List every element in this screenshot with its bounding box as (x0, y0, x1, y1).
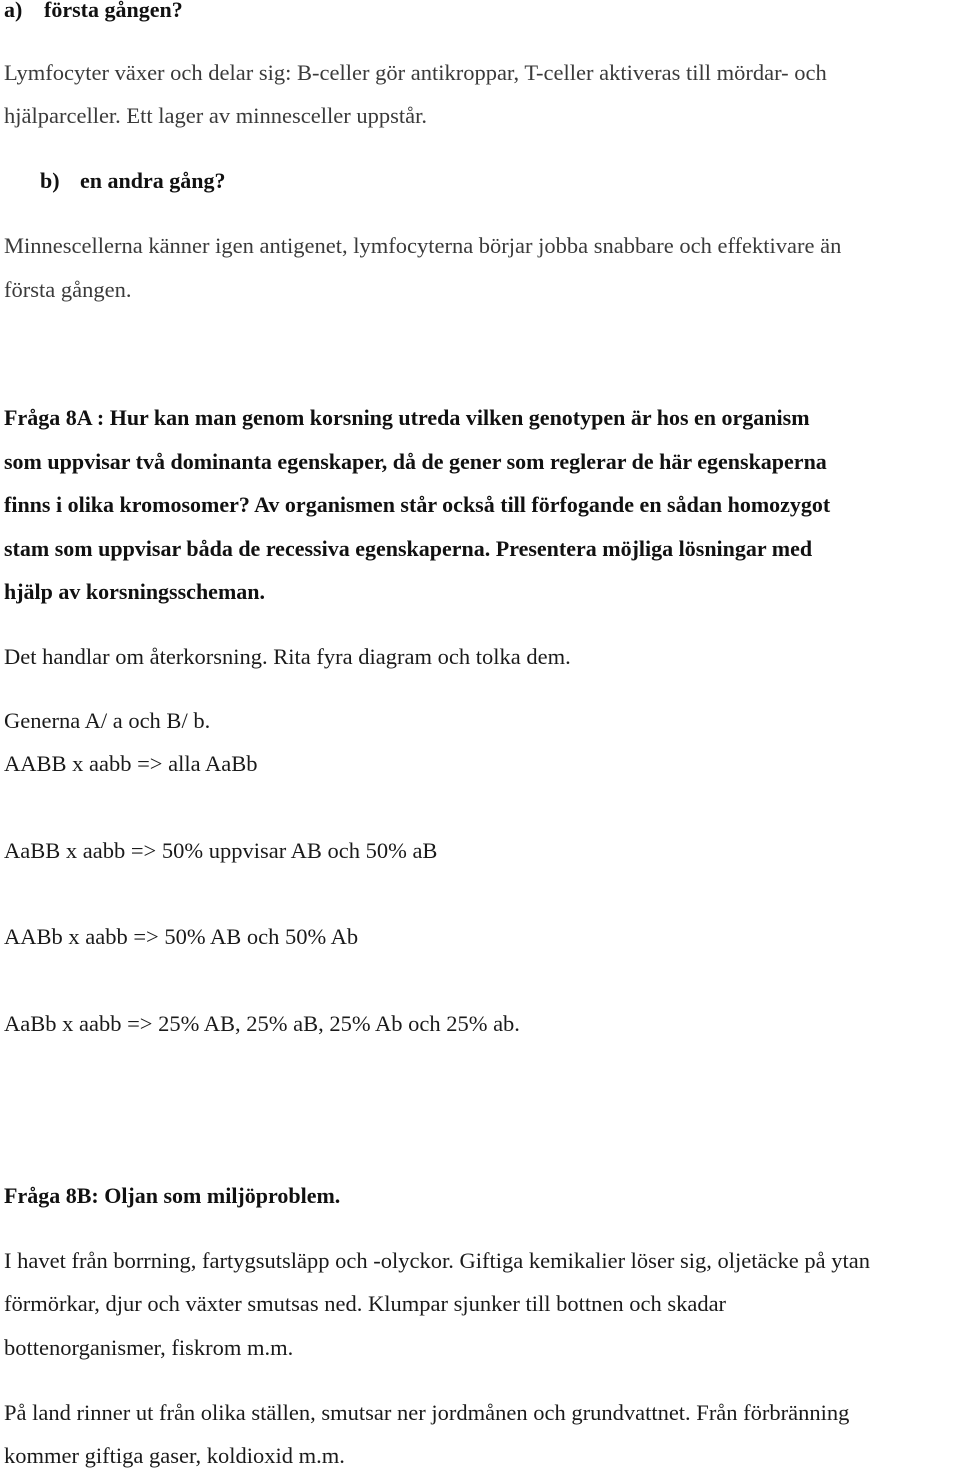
answer-8a-intro: Det handlar om återkorsning. Rita fyra diagram och tolka dem. (4, 644, 571, 669)
subquestion-b-label: b) (40, 168, 60, 193)
question-8a-line-5: hjälp av korsningsscheman. (4, 579, 266, 604)
subquestion-a-label: a) (4, 0, 23, 22)
answer-8b-p1-line-2: förmörkar, djur och växter smutsas ned. Klumpar sjunker till bottnen och skadar (4, 1291, 727, 1316)
answer-8b-p1-line-3: bottenorganismer, fiskrom m.m. (4, 1335, 294, 1360)
cross-line-4: AaBb x aabb => 25% AB, 25% aB, 25% Ab och 25% ab. (4, 1011, 520, 1036)
question-8b-heading: Fråga 8B: Oljan som miljöproblem. (4, 1183, 341, 1208)
answer-a-line-1: Lymfocyter växer och delar sig: B-celler gör antikroppar, T-celler aktiveras till mördar- och (4, 60, 827, 85)
question-8a-line-4: stam som uppvisar båda de recessiva egenskaperna. Presentera möjliga lösningar med (4, 536, 813, 561)
answer-a-line-2: hjälparceller. Ett lager av minnesceller uppstår. (4, 103, 427, 128)
answer-b-line-2: första gången. (4, 277, 132, 302)
question-8a-line-3: finns i olika kromosomer? Av organismen står också till förfogande en sådan homozygot (4, 492, 831, 517)
question-8a-line-1: Fråga 8A : Hur kan man genom korsning utreda vilken genotypen är hos en organism (4, 405, 810, 430)
subquestion-a-text: första gången? (44, 0, 183, 22)
question-8a-line-2: som uppvisar två dominanta egenskaper, då de gener som reglerar de här egenskaperna (4, 449, 827, 474)
cross-line-2: AaBB x aabb => 50% uppvisar AB och 50% aB (4, 838, 438, 863)
answer-8b-p1-line-1: I havet från borrning, fartygsutsläpp och -olyckor. Giftiga kemikalier löser sig, oljetäcke på ytan (4, 1248, 870, 1273)
subquestion-b-heading (40, 167, 225, 195)
answer-8b-p2-line-1: På land rinner ut från olika ställen, smutsar ner jordmånen och grundvattnet. Från förbränning (4, 1400, 850, 1425)
subquestion-b-text: en andra gång? (80, 168, 226, 193)
answer-8a-genes: Generna A/ a och B/ b. (4, 708, 211, 733)
answer-b-line-1: Minnescellerna känner igen antigenet, lymfocyterna börjar jobba snabbare och effektivare än (4, 233, 842, 258)
subquestion-a-heading (4, 0, 183, 24)
answer-8b-p2-line-2: kommer giftiga gaser, koldioxid m.m. (4, 1443, 345, 1468)
cross-line-1: AABB x aabb => alla AaBb (4, 751, 258, 776)
cross-line-3: AABb x aabb => 50% AB och 50% Ab (4, 924, 359, 949)
